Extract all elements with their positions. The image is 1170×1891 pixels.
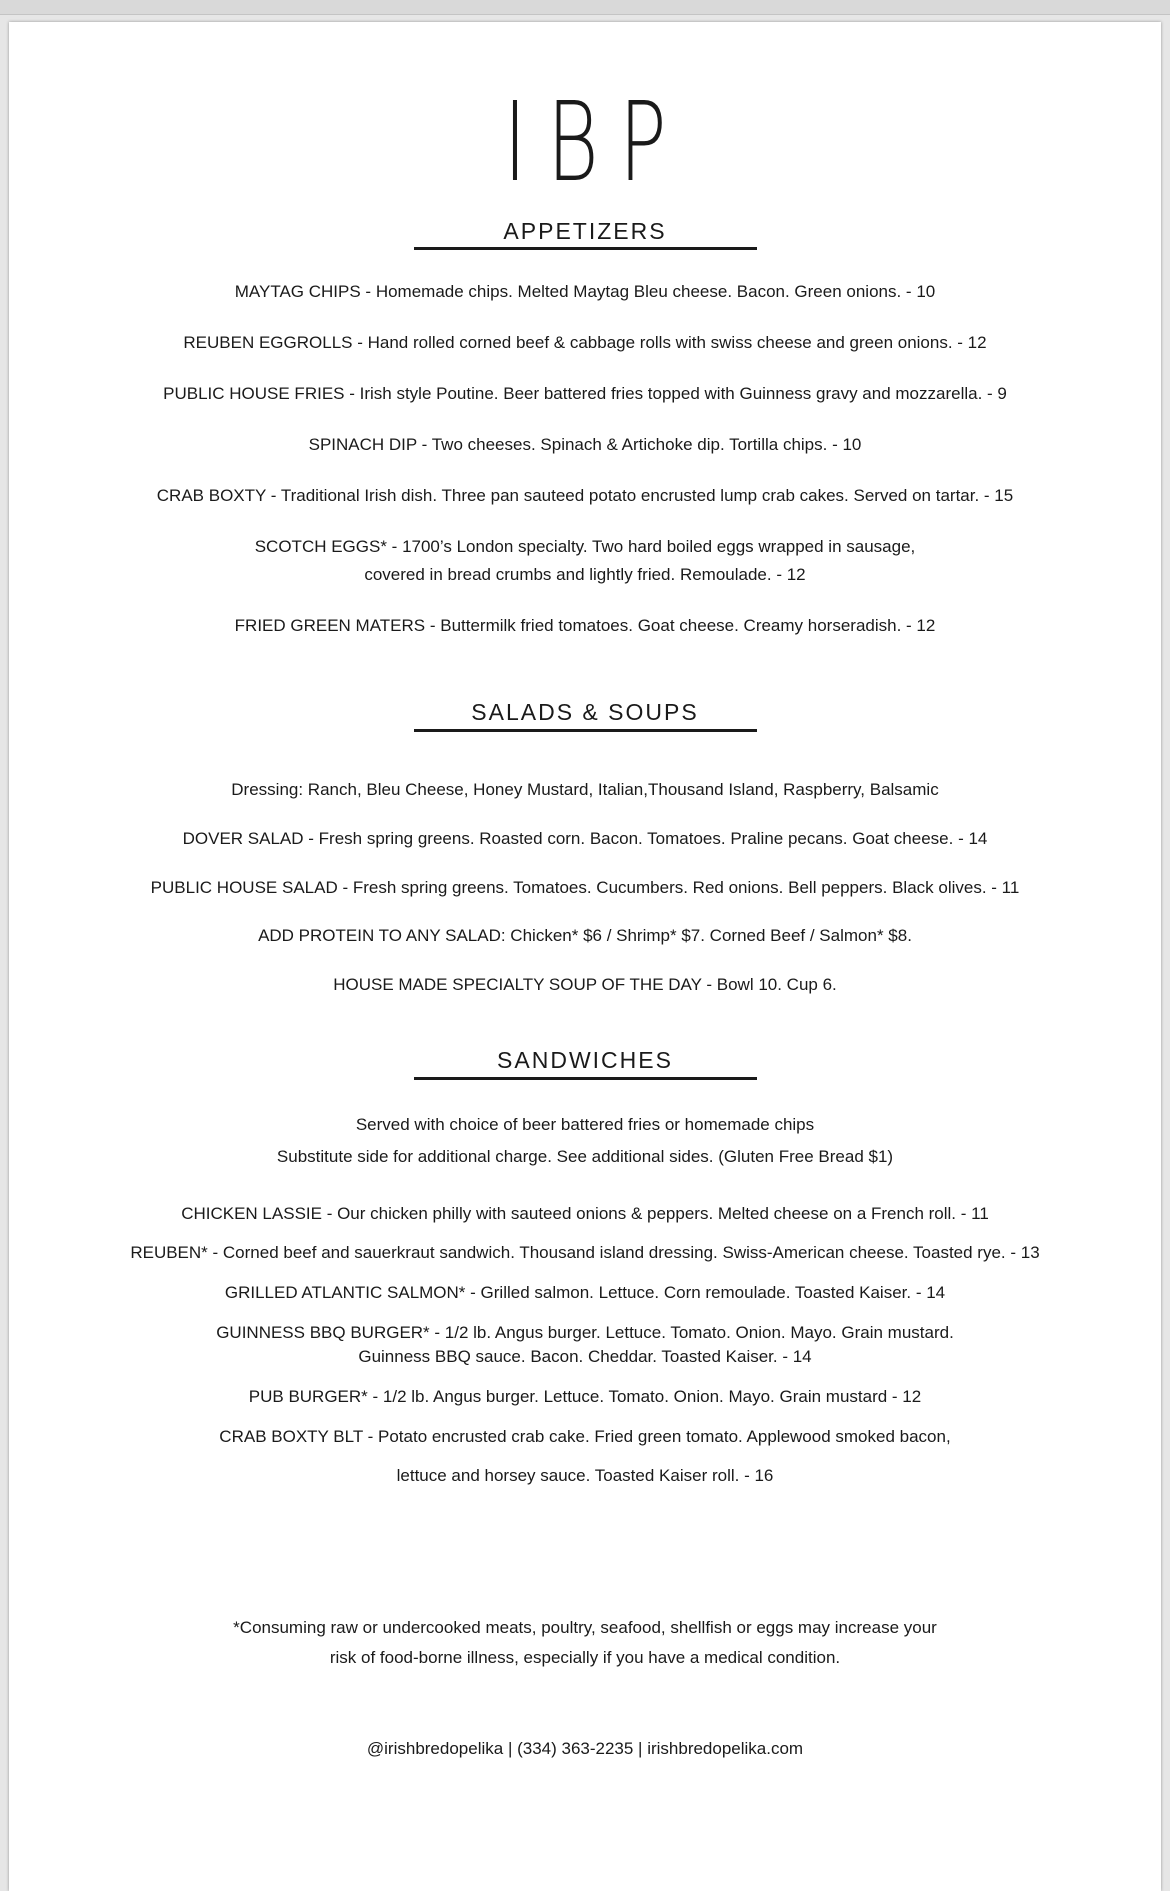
menu-item-dover-salad: DOVER SALAD - Fresh spring greens. Roasted corn. Bacon. Tomatoes. Praline pecans. Goat cheese. - 14 [182,829,988,848]
salads-heading: SALADS & SOUPS [471,699,699,725]
menu-item-spinach-dip: SPINACH DIP - Two cheeses. Spinach & Artichoke dip. Tortilla chips. - 10 [308,435,862,454]
menu-item-crab-boxty-blt-cont: lettuce and horsey sauce. Toasted Kaiser roll. - 16 [396,1466,774,1485]
menu-item-guinness-bbq-burger: GUINNESS BBQ BURGER* - 1/2 lb. Angus burger. Lettuce. Tomato. Onion. Mayo. Grain mustard. [216,1323,954,1342]
sandwiches-heading: SANDWICHES [497,1047,673,1073]
menu-item-scotch-eggs: SCOTCH EGGS* - 1700’s London specialty. Two hard boiled eggs wrapped in sausage, [254,537,916,556]
menu-page [9,22,1161,1891]
menu-item-public-house-fries: PUBLIC HOUSE FRIES - Irish style Poutine. Beer battered fries topped with Guinness gravy and mozzarella. - 9 [163,384,1007,403]
salad-protein-addon: ADD PROTEIN TO ANY SALAD: Chicken* $6 / Shrimp* $7. Corned Beef / Salmon* $8. [258,926,912,945]
menu-item-crab-boxty: CRAB BOXTY - Traditional Irish dish. Three pan sauteed potato encrusted lump crab cakes. Served on tartar. - 15 [156,486,1014,505]
salad-dressings: Dressing: Ranch, Bleu Cheese, Honey Mustard, Italian,Thousand Island, Raspberry, Balsamic [231,780,939,799]
footer-contact: @irishbredopelika | (334) 363-2235 | irishbredopelika.com [366,1739,804,1758]
menu-item-maytag-chips: MAYTAG CHIPS - Homemade chips. Melted Maytag Bleu cheese. Bacon. Green onions. - 10 [234,282,936,301]
menu-item-crab-boxty-blt: CRAB BOXTY BLT - Potato encrusted crab cake. Fried green tomato. Applewood smoked bacon, [219,1427,951,1446]
disclaimer-line-2: risk of food-borne illness, especially if you have a medical condition. [329,1648,841,1667]
disclaimer-line-1: *Consuming raw or undercooked meats, poultry, seafood, shellfish or eggs may increase your [233,1618,937,1637]
menu-item-fried-green-maters: FRIED GREEN MATERS - Buttermilk fried tomatoes. Goat cheese. Creamy horseradish. - 12 [234,616,936,635]
menu-item-guinness-bbq-burger-cont: Guinness BBQ sauce. Bacon. Cheddar. Toasted Kaiser. - 14 [358,1347,812,1366]
menu-item-public-house-salad: PUBLIC HOUSE SALAD - Fresh spring greens. Tomatoes. Cucumbers. Red onions. Bell peppers. Black olives. - 11 [150,878,1020,897]
menu-item-reuben: REUBEN* - Corned beef and sauerkraut sandwich. Thousand island dressing. Swiss-American cheese. Toasted rye. - 13 [130,1243,1040,1262]
menu-item-chicken-lassie: CHICKEN LASSIE - Our chicken philly with sauteed onions & peppers. Melted cheese on a French roll. - 11 [181,1204,989,1223]
salads-rule [414,729,757,732]
appetizers-heading: APPETIZERS [503,218,667,244]
menu-item-soup-of-the-day: HOUSE MADE SPECIALTY SOUP OF THE DAY - Bowl 10. Cup 6. [333,975,837,994]
menu-item-pub-burger: PUB BURGER* - 1/2 lb. Angus burger. Lettuce. Tomato. Onion. Mayo. Grain mustard - 12 [248,1387,922,1406]
menu-item-grilled-atlantic-salmon: GRILLED ATLANTIC SALMON* - Grilled salmon. Lettuce. Corn remoulade. Toasted Kaiser. - 14 [224,1283,946,1302]
restaurant-logo: IBP [503,78,687,206]
menu-item-reuben-eggrolls: REUBEN EGGROLLS - Hand rolled corned beef & cabbage rolls with swiss cheese and green onions. - 12 [183,333,987,352]
sandwiches-note-substitute: Substitute side for additional charge. See additional sides. (Gluten Free Bread $1) [276,1147,894,1166]
sandwiches-rule [414,1077,757,1080]
viewer-top-bar [0,0,1170,15]
appetizers-rule [414,247,757,250]
menu-item-scotch-eggs-cont: covered in bread crumbs and lightly fried. Remoulade. - 12 [364,565,806,584]
sandwiches-note-sides: Served with choice of beer battered fries or homemade chips [355,1115,815,1134]
